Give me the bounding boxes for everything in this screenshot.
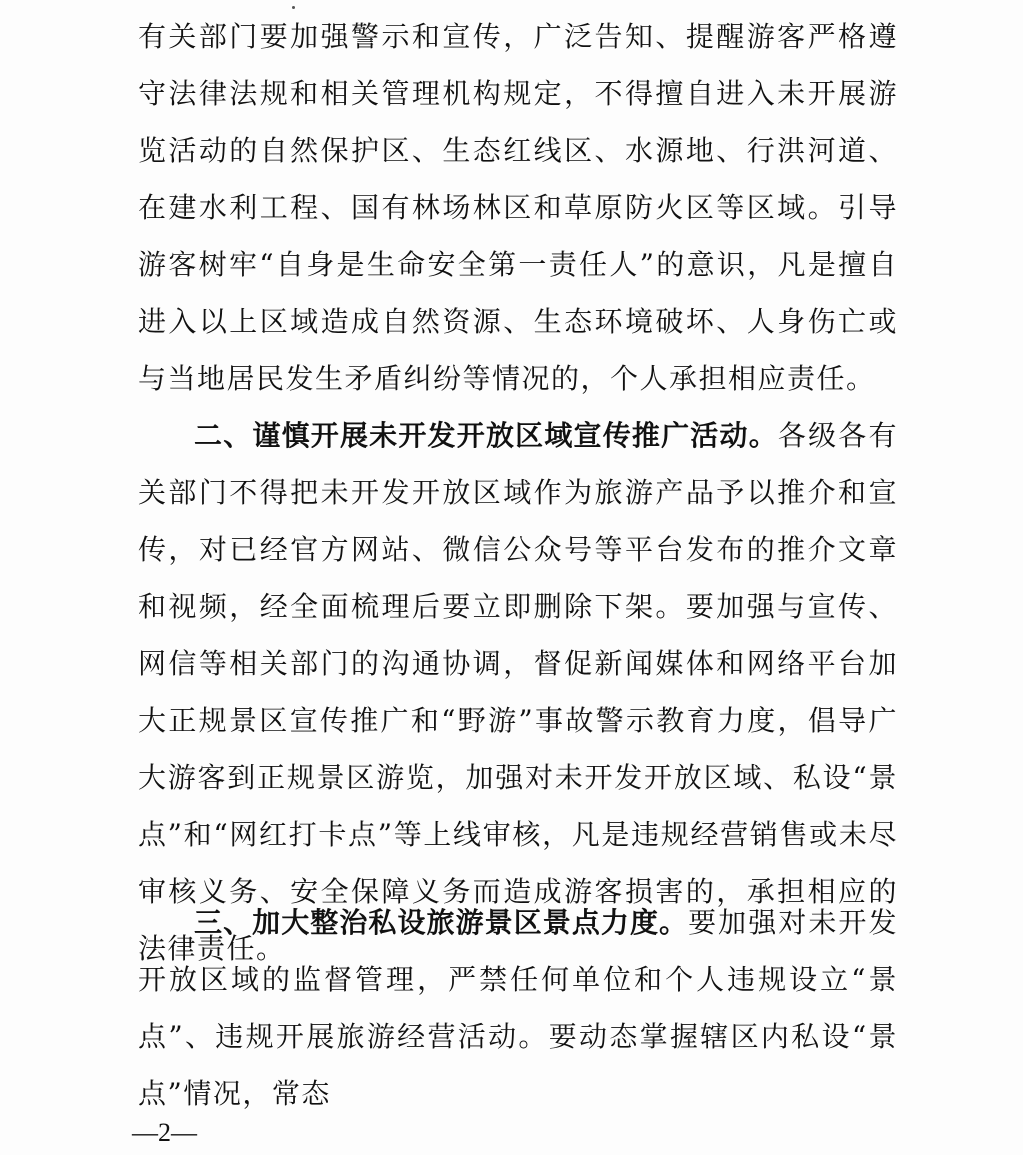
- section-heading: 二、谨慎开展未开发开放区域宣传推广活动。: [194, 419, 778, 452]
- page-number: —2—: [132, 1118, 197, 1147]
- paragraph-continuation: [138, 8, 898, 407]
- paragraph-section-three: [138, 894, 898, 1122]
- paragraph-body: 各级各有关部门不得把未开发开放区域作为旅游产品予以推介和宣传，对已经官方网站、微信公众号等平台发布的推介文章和视频，经全面梳理后要立即删除下架。要加强与宣传、网信等相关部门的沟通协调，督促新闻媒体和网络平台加大正规景区宣传推广和“野游”事故警示教育力度，倡导广大游客到正规景区游览，加强对未开发开放区域、私设“景点”和“网红打卡点”等上线审核，凡是违规经营销售或未尽审核义务、安全保障义务而造成游客损害的，承担相应的法律责任。: [138, 419, 898, 965]
- paragraph-body: 要加强对未开发开放区域的监督管理，严禁任何单位和个人违规设立“景点”、违规开展旅游经营活动。要动态掌握辖区内私设“景点”情况，常态: [138, 906, 898, 1110]
- paragraph-section-two: [138, 407, 898, 977]
- paragraph-body: 有关部门要加强警示和宣传，广泛告知、提醒游客严格遵守法律法规和相关管理机构规定，不得擅自进入未开展游览活动的自然保护区、生态红线区、水源地、行洪河道、在建水利工程、国有林场林区和草原防火区等区域。引导游客树牢“自身是生命安全第一责任人”的意识，凡是擅自进入以上区域造成自然资源、生态环境破坏、人身伤亡或与当地居民发生矛盾纠纷等情况的，个人承担相应责任。: [138, 20, 898, 395]
- section-heading: 三、加大整治私设旅游景区景点力度。: [194, 906, 689, 939]
